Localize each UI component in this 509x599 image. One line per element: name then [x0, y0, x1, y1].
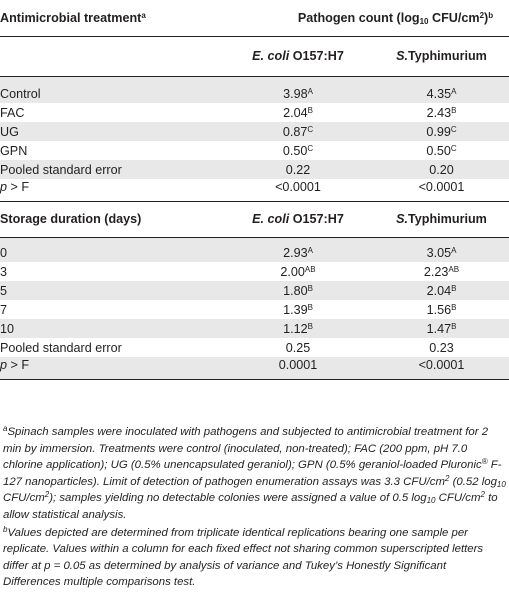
row-label: UG: [0, 124, 19, 139]
footnote-b: $^b$Values depicted are determined from triplicate identical replications bearing one sample per replicate. Values within a column for each fixed effect not sharing common superscripted letters differ at p = 0.05 as determined by analysis of variance and Tukey’s Honestly Significant Differences multiple comparisons test.: [3, 524, 484, 589]
row-label: GPN: [0, 143, 28, 158]
footnote-marker-b: b: [488, 10, 494, 20]
pathogen-subheader-row: [0, 36, 509, 76]
row-label: Control: [0, 86, 41, 101]
treatment-header-row: [0, 0, 509, 36]
row-label: p > F: [0, 180, 30, 194]
table-row: [0, 338, 509, 357]
table-row: [0, 357, 509, 379]
table-row: [0, 84, 509, 103]
ecoli-value: $1.12^B$: [283, 321, 313, 336]
styphimurium-column-header: S.Typhimurium: [396, 212, 487, 226]
table-row: [0, 103, 509, 122]
ecoli-value: $2.00^{AB}$: [280, 264, 316, 279]
row-label: 10: [0, 321, 15, 336]
styph-value: $1.47^B$: [426, 321, 457, 336]
styph-value: $0.99^C$: [426, 124, 457, 139]
storage-column-header: Storage duration (days): [0, 212, 142, 226]
row-label: Pooled standard error: [0, 162, 122, 177]
pathogen-count-header: Pathogen count ($\log_{10}$ CFU/$cm^2)^b$: [297, 10, 494, 26]
ecoli-value: <0.0001: [275, 180, 321, 194]
ecoli-column-header: E. coli O157:H7: [252, 49, 344, 63]
styph-value: $0.50^C$: [426, 143, 457, 158]
styph-value: $3.05^A$: [426, 245, 457, 260]
styph-value: 0.20: [429, 162, 454, 177]
table-row: [0, 243, 509, 262]
row-label: Pooled standard error: [0, 340, 122, 355]
styph-value: <0.0001: [418, 358, 465, 372]
ecoli-value: $2.93^A$: [283, 245, 313, 260]
storage-header-row: [0, 201, 509, 237]
table-row: [0, 262, 509, 281]
table-row: [0, 300, 509, 319]
treatment-header-text: Antimicrobial treatment: [0, 10, 142, 25]
footnote-marker-a: a: [141, 10, 146, 20]
ecoli-value: $1.80^B$: [283, 283, 313, 298]
ecoli-value: $0.87^C$: [282, 124, 314, 139]
ecoli-value: 0.25: [285, 340, 311, 355]
row-label: 5: [0, 283, 8, 298]
table-row: [0, 160, 509, 179]
table-row: [0, 281, 509, 300]
ecoli-value: 0.22: [285, 162, 311, 177]
styphimurium-column-header: S.Typhimurium: [396, 49, 487, 63]
ecoli-value: 0.0001: [278, 358, 318, 372]
footnote-a: $^a$Spinach samples were inoculated with pathogens and subjected to antimicrobial treatment for 2 min by immersion. Treatments were control (inoculated, non-treated); FAC (200 ppm, pH 7.0 chlorine application); UG (0.5% unencapsulated geraniol); GPN (0.5% geraniol-loaded Pluronic® F-127 nanoparticles). Limit of detection of pathogen enumeration assays was 3.3 CFU/$cm^2$ (0.52 $\log_{10} CFU/cm^2$); samples yielding no detectable colonies were assigned a value of 0.5 $\log_{10} CFU/cm^2$ to allow statistical analysis.: [3, 424, 506, 521]
row-label: 0: [0, 245, 8, 260]
ecoli-value: $2.04^B$: [283, 105, 313, 120]
ecoli-value: $0.50^C$: [282, 143, 314, 158]
row-label: p > F: [0, 358, 30, 372]
ecoli-value: $1.39^B$: [283, 302, 313, 317]
styph-value: <0.0001: [418, 180, 465, 194]
row-label: FAC: [0, 105, 25, 120]
styph-value: 0.23: [429, 340, 454, 355]
ecoli-value: $3.98^A$: [283, 86, 313, 101]
styph-value: $2.23^{AB}$: [423, 264, 460, 279]
table-row: [0, 179, 509, 201]
table-footnotes: [3, 424, 506, 591]
styph-value: $2.04^B$: [426, 283, 457, 298]
ecoli-column-header: E. coli O157:H7: [252, 212, 344, 226]
styph-value: $1.56^B$: [426, 302, 457, 317]
table-row: [0, 319, 509, 338]
row-label: 7: [0, 302, 8, 317]
table-row: [0, 122, 509, 141]
styph-value: $2.43^B$: [426, 105, 457, 120]
styph-value: $4.35^A$: [426, 86, 457, 101]
row-label: 3: [0, 264, 8, 279]
treatment-column-header: [0, 0, 222, 36]
table-row: [0, 141, 509, 160]
